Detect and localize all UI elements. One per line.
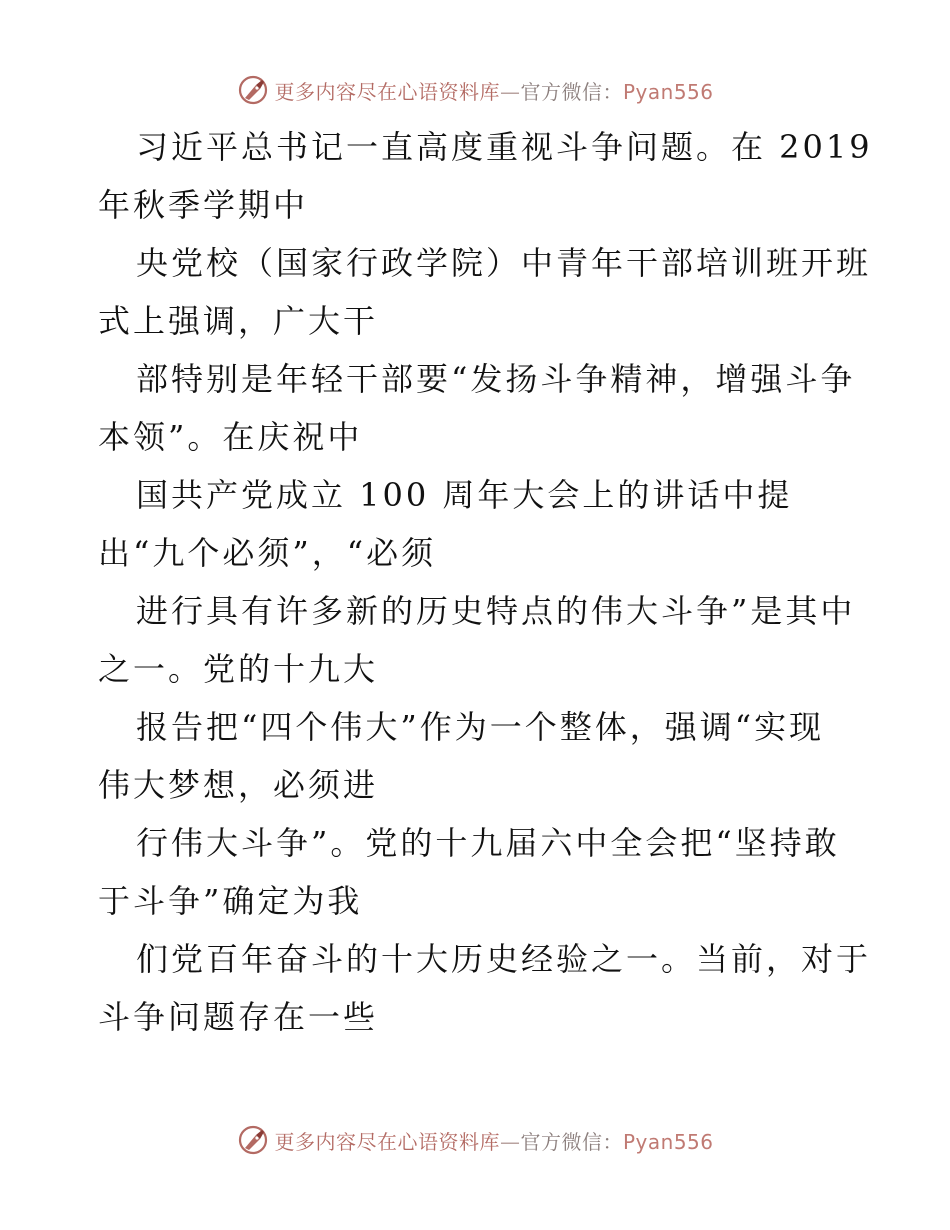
text-line: 之一。党的十九大	[98, 650, 379, 688]
text-line: 式上强调，广大干	[98, 302, 379, 340]
text-line: 们党百年奋斗的十大历史经验之一。当前，对于	[136, 940, 872, 978]
pen-nib-logo-icon	[236, 1123, 270, 1157]
watermark-site: 更多内容尽在心语资料库	[274, 79, 500, 104]
text-line: 年秋季学期中	[98, 186, 309, 224]
text-line: 习近平总书记一直高度重视斗争问题。在 2019	[136, 128, 873, 166]
text-line: 部特别是年轻干部要“发扬斗争精神，增强斗争	[136, 360, 856, 398]
watermark-dash: —	[499, 79, 521, 104]
footer-watermark	[0, 1120, 950, 1160]
watermark-wechat-id: Pyan556	[622, 1129, 714, 1154]
text-line: 斗争问题存在一些	[98, 998, 379, 1036]
watermark-official-label: 官方微信：	[520, 79, 623, 104]
text-line: 央党校（国家行政学院）中青年干部培训班开班	[136, 244, 872, 282]
header-watermark	[0, 70, 950, 110]
pen-nib-logo-icon	[236, 73, 270, 107]
watermark-text	[274, 76, 713, 105]
watermark-text	[274, 1126, 713, 1155]
watermark-dash: —	[499, 1129, 521, 1154]
text-line: 于斗争”确定为我	[98, 882, 363, 920]
watermark-official-label: 官方微信：	[520, 1129, 623, 1154]
watermark-site: 更多内容尽在心语资料库	[274, 1129, 500, 1154]
text-line: 出“九个必须”，“必须	[98, 534, 437, 572]
text-line: 进行具有许多新的历史特点的伟大斗争”是其中	[136, 592, 856, 630]
text-line: 国共产党成立 100 周年大会上的讲话中提	[136, 476, 793, 514]
text-line: 伟大梦想，必须进	[98, 766, 379, 804]
document-body	[98, 118, 873, 1046]
watermark-wechat-id: Pyan556	[622, 79, 714, 104]
text-line: 行伟大斗争”。党的十九届六中全会把“坚持敢	[136, 824, 840, 862]
text-line: 报告把“四个伟大”作为一个整体，强调“实现	[136, 708, 825, 746]
text-line: 本领”。在庆祝中	[98, 418, 363, 456]
